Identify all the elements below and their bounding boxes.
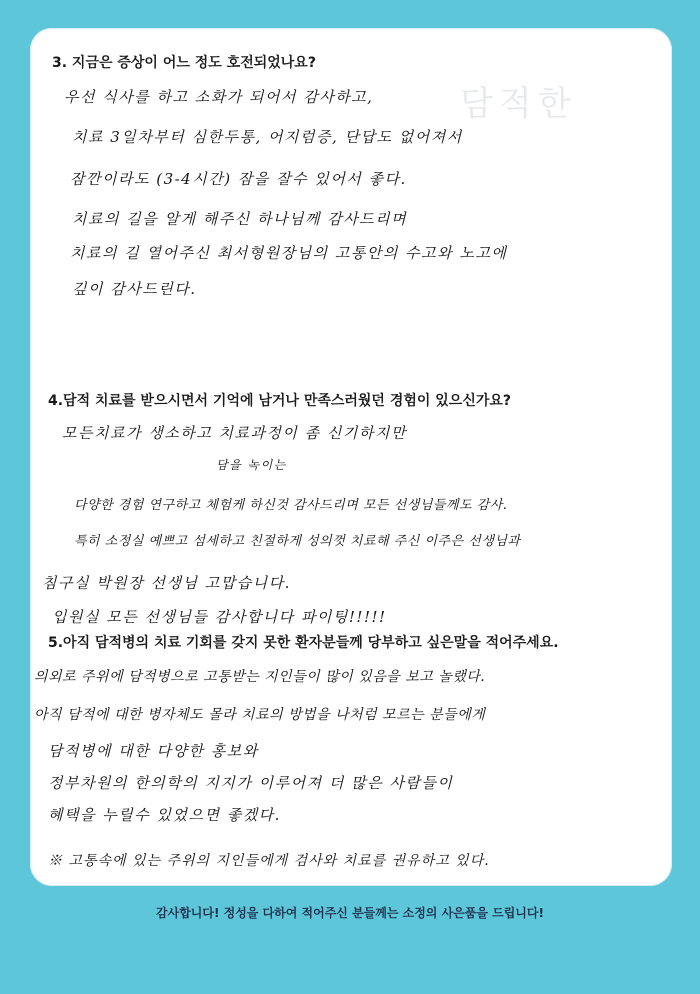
q3-answer-line-4: 치료의 길을 알게 해주신 하나님께 감사드리며 (72, 210, 408, 228)
survey-sheet (30, 28, 672, 886)
footer-notice: 감사합니다! 정성을 다하여 적어주신 분들께는 소정의 사은품을 드립니다! (156, 906, 544, 920)
q4-answer-line-3: 특히 소정실 예쁘고 섬세하고 친절하게 성의껏 치료해 주신 이주은 선생님과 (74, 534, 521, 549)
q5-answer-line-6: ※ 고통속에 있는 주위의 지인들에게 검사와 치료를 권유하고 있다. (48, 853, 490, 869)
q3-answer-line-6: 깊이 감사드린다. (72, 280, 197, 298)
bleed-through-watermark: 담적한 (460, 84, 577, 124)
q5-answer-line-2: 아직 담적에 대한 병자체도 몰라 치료의 방법을 나처럼 모르는 분들에게 (34, 707, 486, 723)
q5-answer-line-3: 담적병에 대한 다양한 홍보와 (48, 742, 259, 760)
q3-answer-line-5: 치료의 길 열어주신 최서형원장님의 고통안의 수고와 노고에 (70, 244, 508, 262)
q4-answer-line-1: 모든치료가 생소하고 치료과정이 좀 신기하지만 (62, 424, 407, 442)
q4-answer-insertion: 담을 녹이는 (216, 458, 287, 472)
question-3: 3. 지금은 증상이 어느 정도 호전되었나요? (52, 55, 316, 71)
question-4: 4.담적 치료를 받으시면서 기억에 남거나 만족스러웠던 경험이 있으신가요? (48, 393, 512, 409)
q5-answer-line-4: 정부차원의 한의학의 지지가 이루어져 더 많은 사람들이 (48, 774, 454, 792)
q3-answer-line-2: 치료 3일차부터 심한두통, 어지럼증, 단답도 없어져서 (72, 128, 463, 146)
q4-answer-line-4: 침구실 박원장 선생님 고맙습니다. (42, 574, 291, 592)
question-5: 5.아직 담적병의 치료 기회를 갖지 못한 환자분들께 당부하고 싶은말을 적어주세요. (48, 635, 559, 651)
q5-answer-line-5: 혜택을 누릴수 있었으면 좋겠다. (48, 806, 281, 824)
q3-answer-line-1: 우선 식사를 하고 소화가 되어서 감사하고, (64, 88, 374, 106)
q4-answer-line-5: 입원실 모든 선생님들 감사합니다 파이팅!!!!! (52, 608, 387, 626)
q5-answer-line-1: 의외로 주위에 담적병으로 고통받는 지인들이 많이 있음을 보고 놀랬다. (34, 669, 486, 685)
q3-answer-line-3: 잠깐이라도 (3-4시간) 잠을 잘수 있어서 좋다. (70, 170, 407, 188)
q4-answer-line-2: 다양한 경험 연구하고 체험케 하신것 감사드리며 모든 선생님들께도 감사. (74, 498, 508, 513)
